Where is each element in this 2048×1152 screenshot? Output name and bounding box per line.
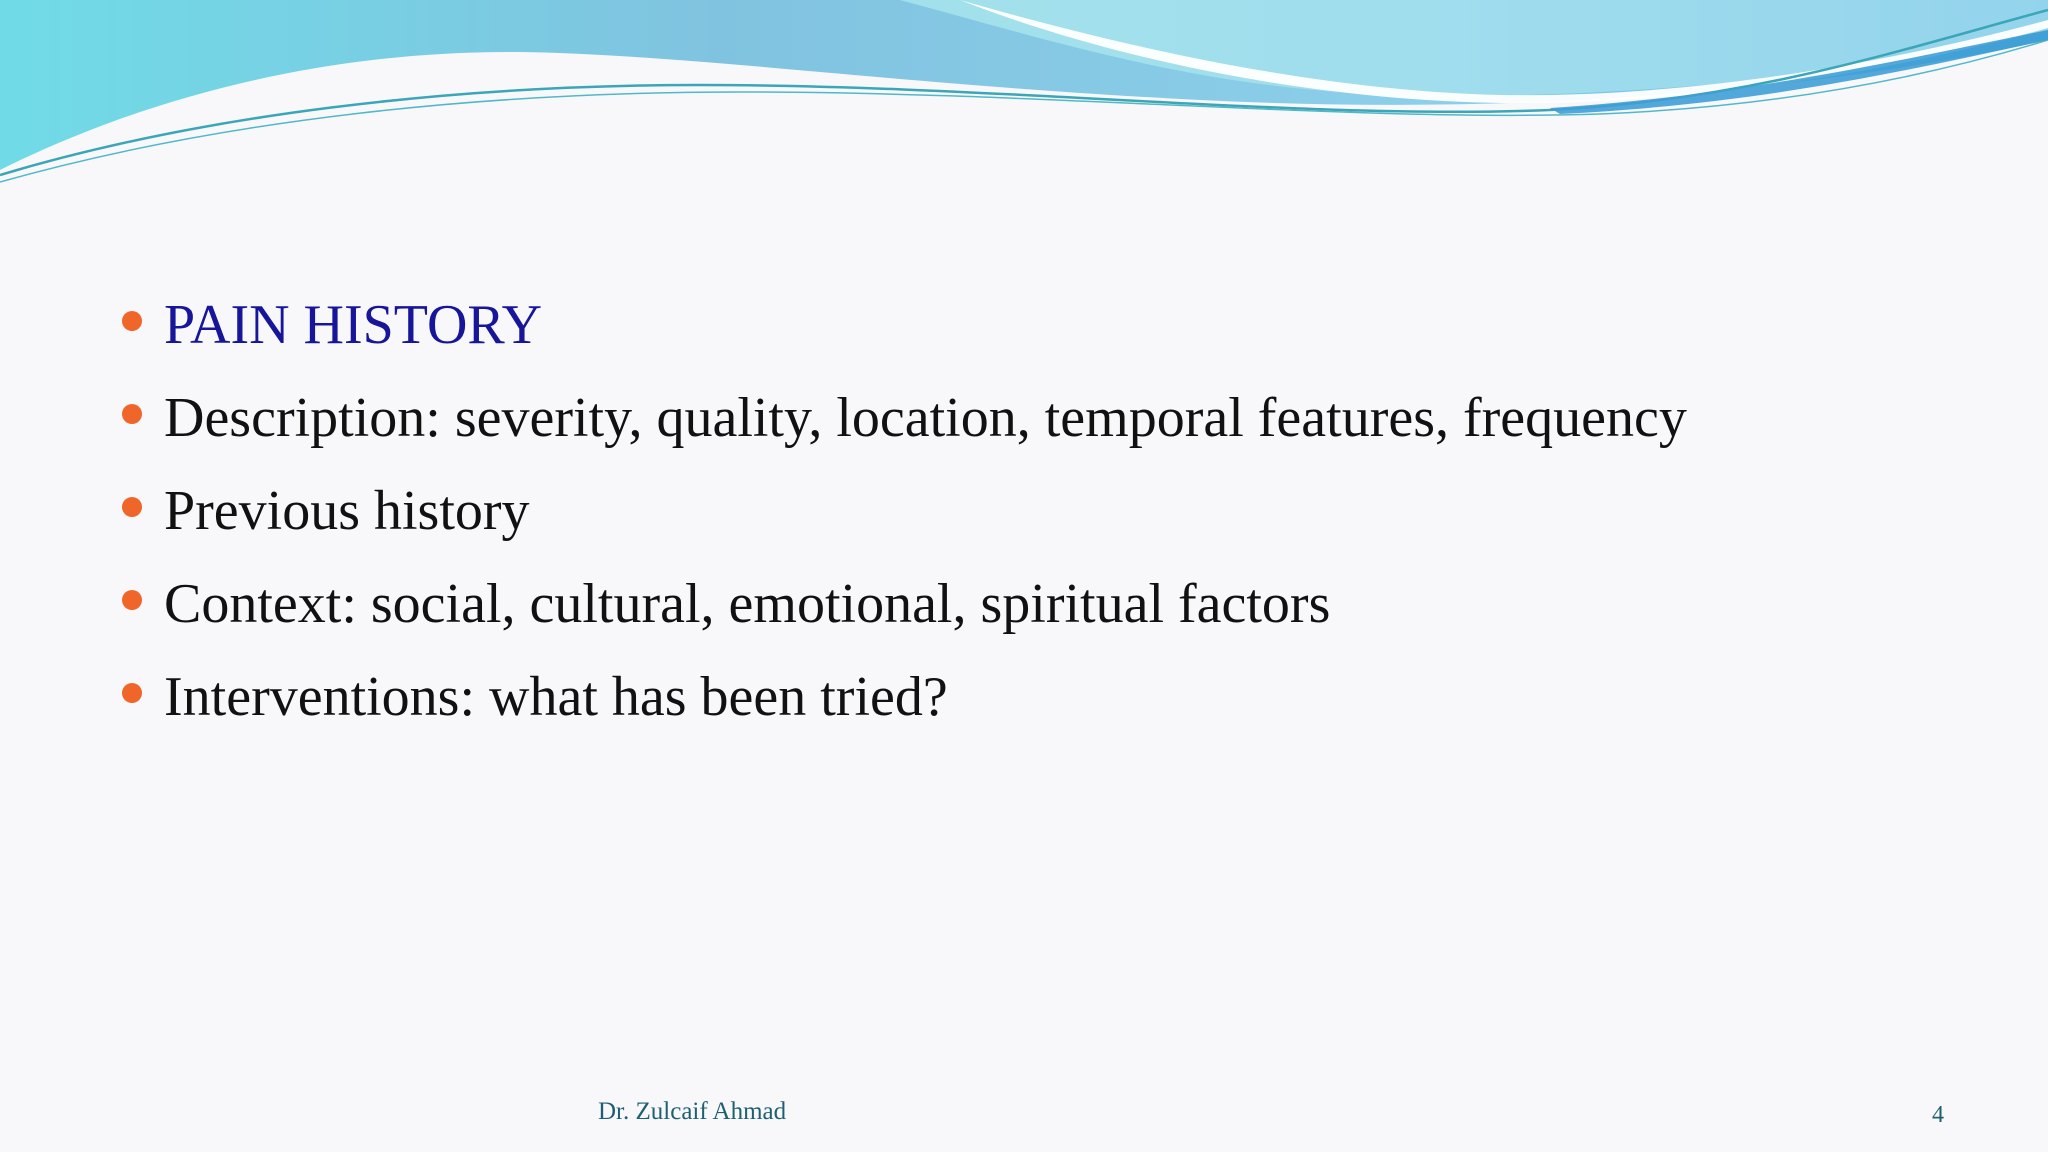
footer-author: Dr. Zulcaif Ahmad (598, 1098, 787, 1125)
bullet-item-description (120, 371, 1687, 464)
bullet-text: Previous history (164, 479, 530, 542)
bullet-text: Interventions: what has been tried? (164, 665, 948, 728)
page-number: 4 (1932, 1102, 1944, 1128)
bullet-text: PAIN HISTORY (164, 293, 543, 356)
bullet-dot-icon (122, 311, 142, 331)
bullet-item-interventions (120, 650, 1687, 743)
header-wave-decoration (0, 0, 2048, 200)
bullet-item-pain-history (120, 278, 1687, 371)
bullet-dot-icon (122, 590, 142, 610)
bullet-dot-icon (122, 683, 142, 703)
bullet-text: Context: social, cultural, emotional, spiritual factors (164, 572, 1331, 635)
bullet-dot-icon (122, 404, 142, 424)
bullet-item-context (120, 557, 1687, 650)
bullet-dot-icon (122, 497, 142, 517)
bullet-item-previous-history (120, 464, 1687, 557)
bullet-list (120, 278, 1687, 743)
bullet-text: Description: severity, quality, location, temporal features, frequency (164, 386, 1687, 449)
